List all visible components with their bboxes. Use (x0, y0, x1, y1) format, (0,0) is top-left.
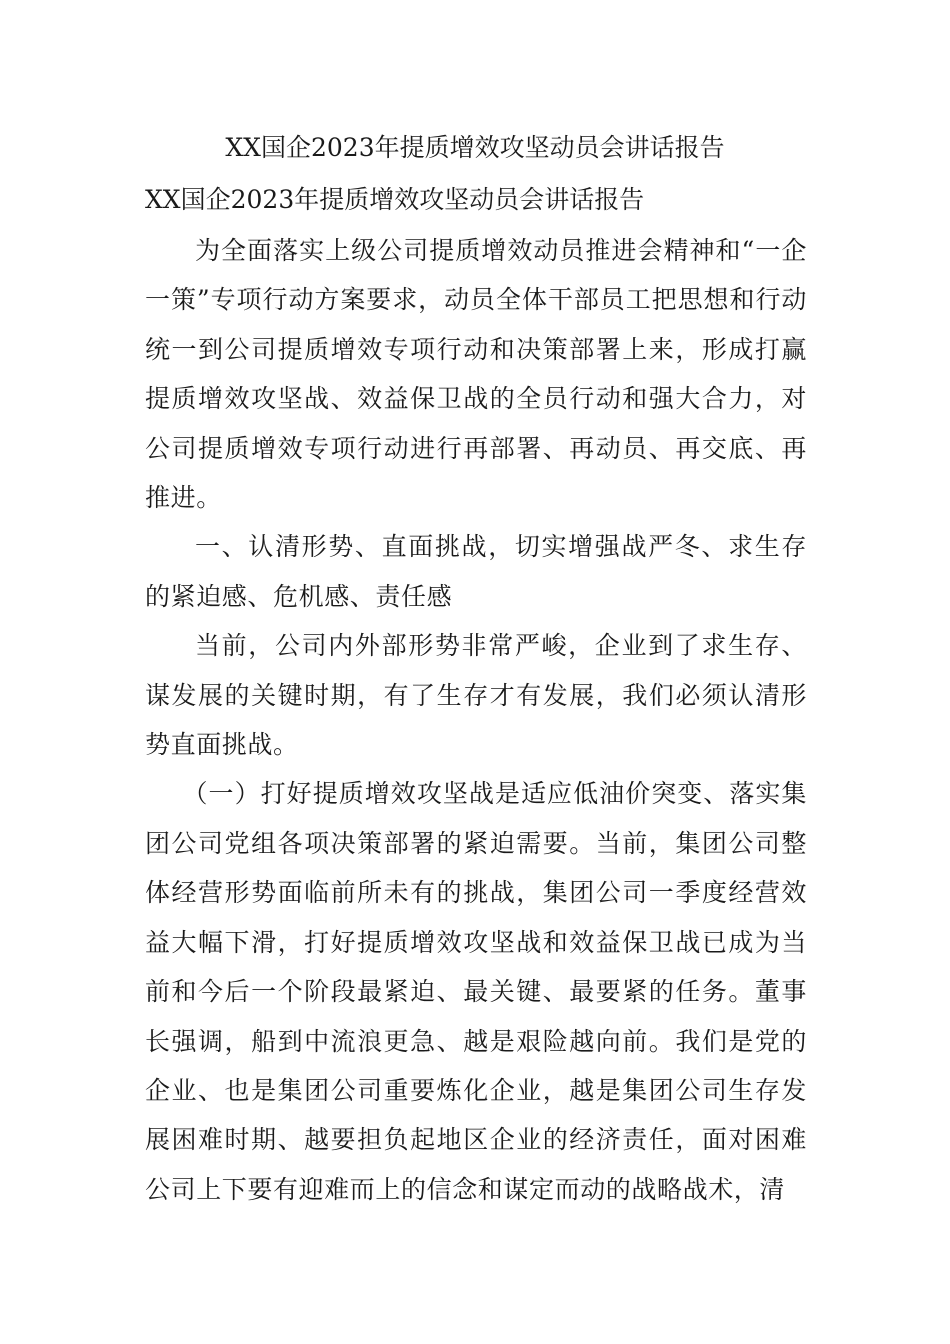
document-title: XX国企2023年提质增效攻坚动员会讲话报告 (225, 133, 725, 162)
section-heading-1: 一、认清形势、直面挑战，切实增强战严冬、求生存的紧迫感、危机感、责任感 (145, 532, 807, 611)
document-body (145, 180, 807, 1214)
paragraph-intro: 为全面落实上级公司提质增效动员推进会精神和“一企一策”专项行动方案要求，动员全体干部员工把思想和行动统一到公司提质增效专项行动和决策部署上来，形成打赢提质增效攻坚战、效益保卫战的全员行动和强大合力，对公司提质增效专项行动进行再部署、再动员、再交底、再推进。 (145, 236, 807, 513)
paragraph-subsection-1: （一）打好提质增效攻坚战是适应低油价突变、落实集团公司党组各项决策部署的紧迫需要。当前，集团公司整体经营形势面临前所未有的挑战，集团公司一季度经营效益大幅下滑，打好提质增效攻坚战和效益保卫战已成为当前和今后一个阶段最紧迫、最关键、最要紧的任务。董事长强调，船到中流浪更急、越是艰险越向前。我们是党的企业、也是集团公司重要炼化企业，越是集团公司生存发展困难时期、越要担负起地区企业的经济责任，面对困难公司上下要有迎难而上的信念和谋定而动的战略战术，清 (145, 779, 807, 1204)
paragraph-situation: 当前，公司内外部形势非常严峻，企业到了求生存、谋发展的关键时期，有了生存才有发展，我们必须认清形势直面挑战。 (145, 631, 807, 760)
document-subtitle: XX国企2023年提质增效攻坚动员会讲话报告 (145, 185, 645, 214)
